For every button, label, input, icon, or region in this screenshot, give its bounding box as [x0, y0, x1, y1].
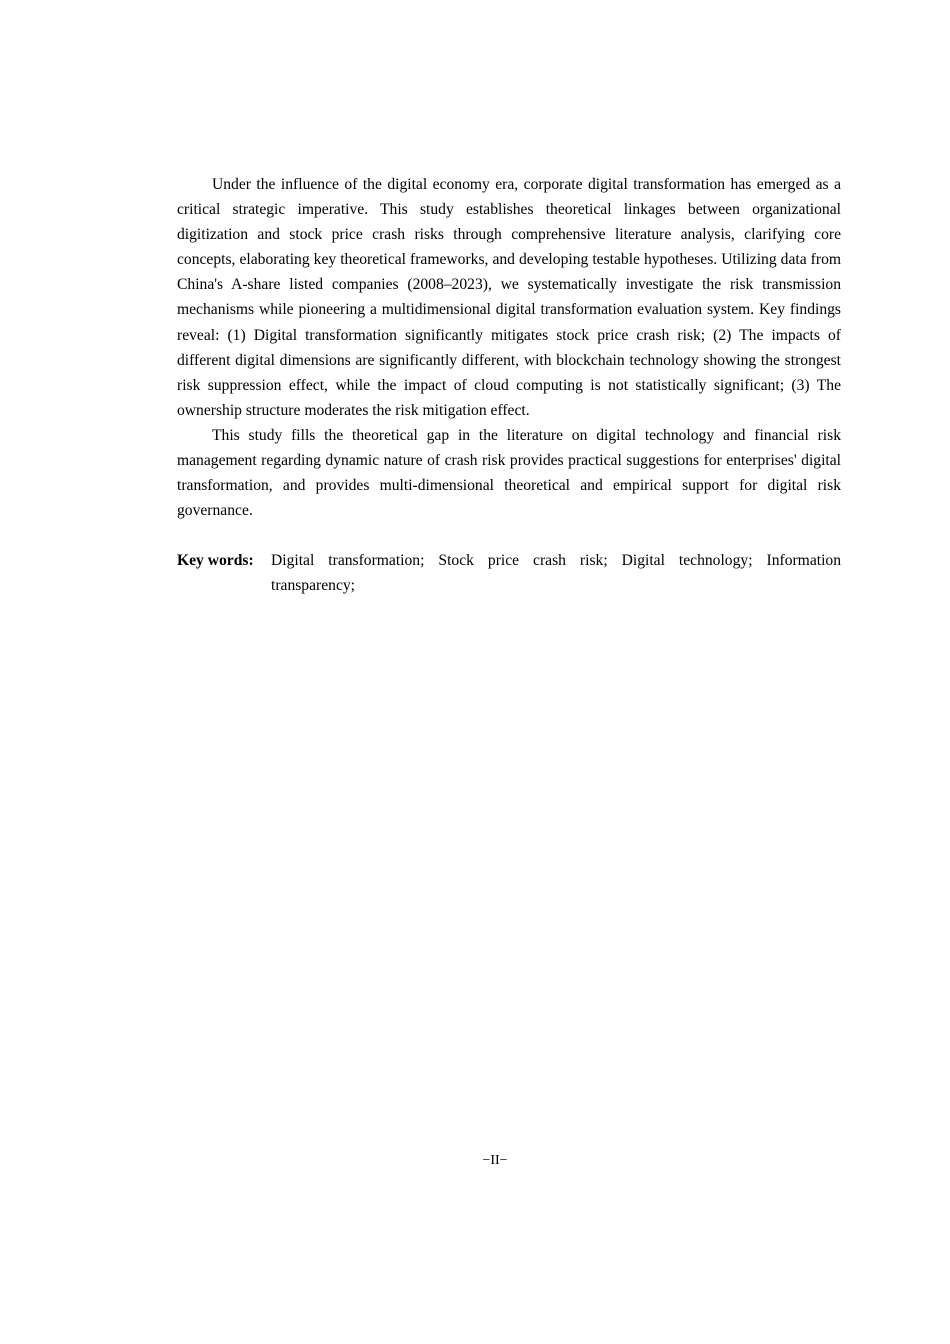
page-number: −II− [482, 1153, 508, 1168]
keywords-text: Digital transformation; Stock price crash risk; Digital technology; Information transparency; [271, 552, 841, 595]
abstract-paragraph-2: This study fills the theoretical gap in the literature on digital technology and financial risk management regarding dynamic nature of crash risk provides practical suggestions for enterprises' digital transformation, and provides multi-dimensional theoretical and empirical support for digital risk governance. [177, 426, 841, 520]
abstract-paragraph-1: Under the influence of the digital economy era, corporate digital transformation has emerged as a critical strategic imperative. This study establishes theoretical linkages between organizational digitization and stock price crash risks through comprehensive literature analysis, clarifying core concepts, elaborating key theoretical frameworks, and developing testable hypotheses. Utilizing data from China's A-share listed companies (2008–2023), we systematically investigate the risk transmission mechanisms while pioneering a multidimensional digital transformation evaluation system. Key findings reveal: (1) Digital transformation significantly mitigates stock price crash risk; (2) The impacts of different digital dimensions are significantly different, with blockchain technology showing the strongest risk suppression effect, while the impact of cloud computing is not statistically significant; (3) The ownership structure moderates the risk mitigation effect. [177, 176, 841, 419]
abstract-body [177, 172, 841, 599]
keywords-label: Key words: [177, 552, 254, 570]
keywords-line [177, 548, 841, 598]
